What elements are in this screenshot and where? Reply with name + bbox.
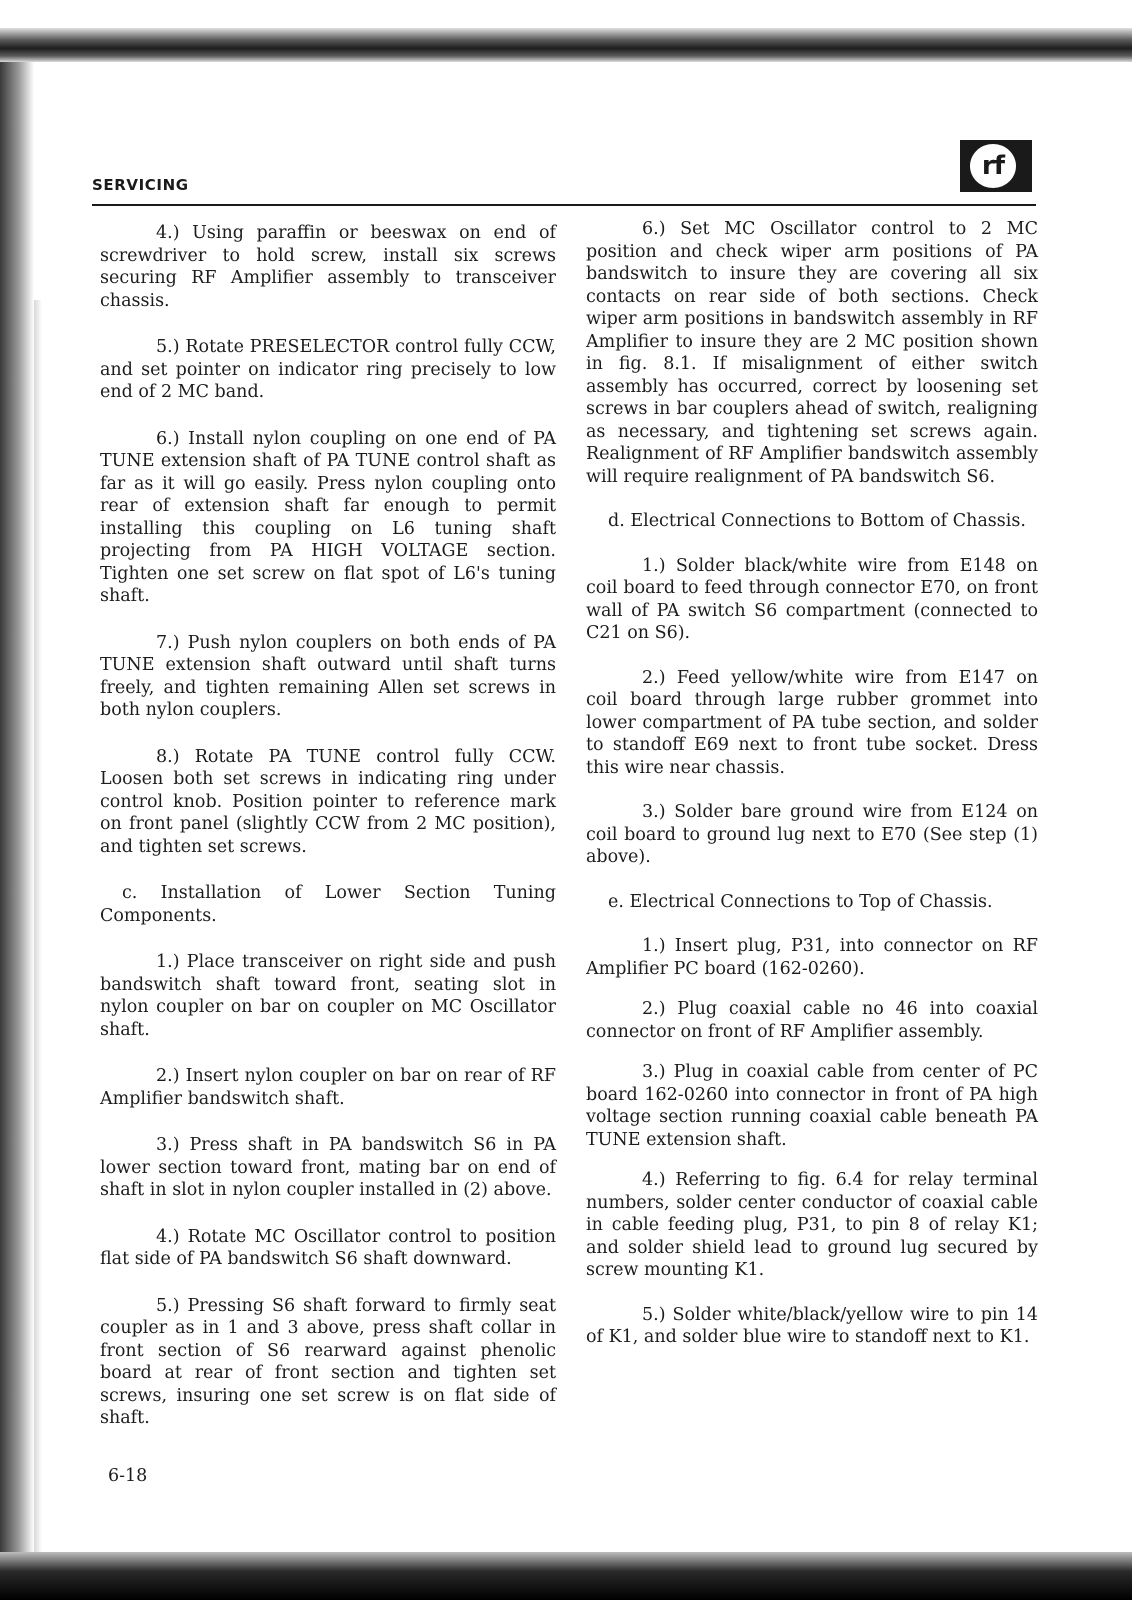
rf-logo-icon [960,140,1032,192]
step-paragraph: 2.) Plug coaxial cable no 46 into coaxial connector on front of RF Amplifier assembly. [586,999,1038,1042]
step-paragraph: 3.) Plug in coaxial cable from center of PC board 162-0260 into connector in front of PA high voltage section running coaxial cable beneath PA TUNE extension shaft. [586,1062,1038,1150]
step-paragraph: 8.) Rotate PA TUNE control fully CCW. Loosen both set screws in indicating ring under control knob. Position pointer to reference mark on front panel (slightly CCW from 2 MC position), and tighten set screws. [100,746,556,857]
step-paragraph: 7.) Push nylon couplers on both ends of PA TUNE extension shaft outward until shaft turns freely, and tighten remaining Allen set screws in both nylon couplers. [100,632,556,720]
step-paragraph: 1.) Solder black/white wire from E148 on coil board to feed through connector E70, on front wall of PA switch S6 compartment (connected to C21 on S6). [586,555,1038,643]
step-paragraph: 6.) Install nylon coupling on one end of PA TUNE extension shaft of PA TUNE control shaft as far as it will go easily. Press nylon coupling onto rear of extension shaft far enough to permit installing this coupling on L6 tuning shaft projecting from PA HIGH VOLTAGE section. Tighten one set screw on flat spot of L6's tuning shaft. [100,428,556,606]
step-paragraph: 3.) Press shaft in PA bandswitch S6 in PA lower section toward front, mating bar on end of shaft in slot in nylon coupler installed in (2) above. [100,1135,556,1200]
step-paragraph: 2.) Feed yellow/white wire from E147 on coil board through large rubber grommet into lower compartment of PA tube section, and solder to standoff E69 next to front tube socket. Dress this wire near chassis. [586,667,1038,778]
logo-circle [970,144,1016,188]
logo-text: rf [981,151,1005,181]
step-paragraph: 5.) Pressing S6 shaft forward to firmly seat coupler as in 1 and 3 above, press shaft collar in front section of S6 rearward against phenolic board at rear of front section and tighten set screws, insuring one set screw is on flat side of shaft. [100,1295,556,1428]
step-paragraph: 3.) Solder bare ground wire from E124 on coil board to ground lug next to E70 (See step (1) above). [586,802,1038,867]
step-paragraph: 4.) Referring to fig. 6.4 for relay terminal numbers, solder center conductor of coaxial cable in cable feeding plug, P31, to pin 8 of relay K1; and solder shield lead to ground lug secured by screw mounting K1. [586,1170,1038,1280]
right-column [586,218,1038,1349]
step-paragraph: 5.) Solder white/black/yellow wire to pin 14 of K1, and solder blue wire to standoff next to K1. [586,1304,1038,1347]
subsection-heading: c. Installation of Lower Section Tuning Components. [100,883,556,926]
scan-border-left [0,62,34,1552]
step-paragraph: 2.) Insert nylon coupler on bar on rear of RF Amplifier bandswitch shaft. [100,1066,556,1109]
step-paragraph: 1.) Place transceiver on right side and push bandswitch shaft toward front, seating slot in nylon coupler on bar on coupler on MC Oscillator shaft. [100,952,556,1040]
section-title: SERVICING [92,176,189,194]
subsection-heading: d. Electrical Connections to Bottom of Chassis. [608,511,1026,531]
scan-border-top [0,28,1132,62]
step-paragraph: 1.) Insert plug, P31, into connector on RF Amplifier PC board (162-0260). [586,936,1038,979]
step-paragraph: 6.) Set MC Oscillator control to 2 MC position and check wiper arm positions of PA bandswitch to insure they are covering all six contacts on rear side of both sections. Check wiper arm positions in bandswitch assembly in RF Amplifier to insure they are 2 MC position shown in fig. 8.1. If misalignment of either switch assembly has occurred, correct by loosening set screws in bar couplers ahead of switch, realigning as necessary, and tightening set screws again. Realignment of RF Amplifier bandswitch assembly will require realignment of PA bandswitch S6. [586,219,1038,487]
subsection-heading: e. Electrical Connections to Top of Chassis. [608,891,993,912]
page-number: 6-18 [108,1466,148,1486]
left-column [100,222,556,1430]
step-paragraph: 5.) Rotate PRESELECTOR control fully CCW, and set pointer on indicator ring precisely to low end of 2 MC band. [100,337,556,402]
step-paragraph: 4.) Rotate MC Oscillator control to position flat side of PA bandswitch S6 shaft downward. [100,1226,556,1269]
step-paragraph: 4.) Using paraffin or beeswax on end of screwdriver to hold screw, install six screws securing RF Amplifier assembly to transceiver chassis. [100,223,556,311]
scan-shadow-left [34,300,42,1552]
header-rule [92,204,1036,206]
scan-border-bottom [0,1552,1132,1600]
